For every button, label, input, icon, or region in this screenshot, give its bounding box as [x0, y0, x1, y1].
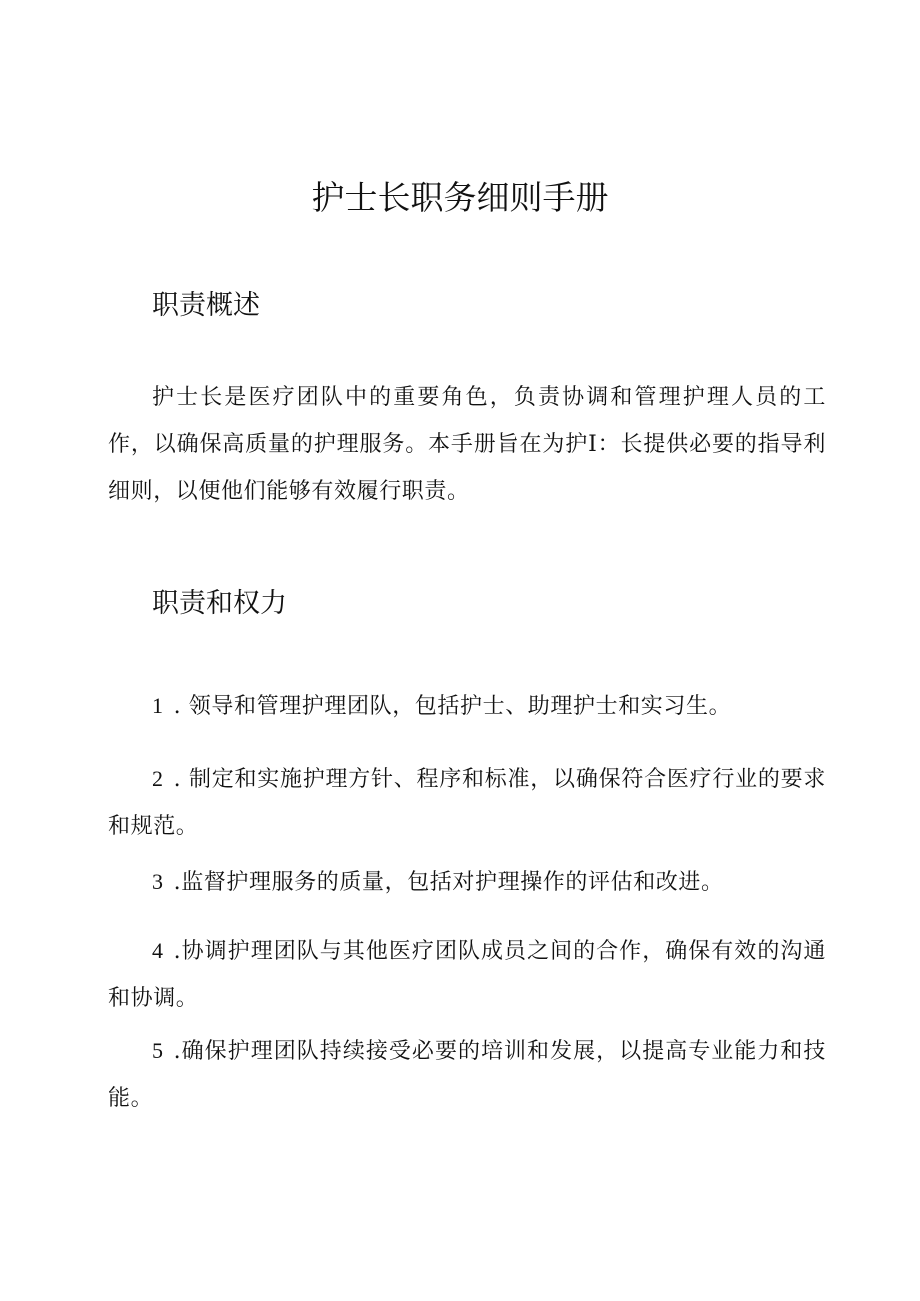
overview-paragraph: 护士长是医疗团队中的重要角色，负责协调和管理护理人员的工作，以确保高质量的护理服务。本手册旨在为护I：长提供必要的指导利细则，以便他们能够有效履行职责。 — [108, 385, 826, 504]
section-heading-overview: 职责概述 — [152, 290, 260, 321]
list-number: 3 — [152, 869, 164, 894]
list-item-2 — [108, 755, 826, 850]
section-heading-duties: 职责和权力 — [152, 588, 287, 619]
list-text: .确保护理团队持续接受必要的培训和发展，以提高专业能力和技能。 — [108, 1039, 826, 1111]
list-item-5 — [108, 1027, 826, 1122]
list-text: .监督护理服务的质量，包括对护理操作的评估和改进。 — [173, 870, 724, 895]
list-item-3 — [108, 858, 826, 906]
list-text: . 领导和管理护理团队，包括护士、助理护士和实习生。 — [173, 694, 732, 719]
list-number: 1 — [152, 693, 164, 718]
list-text: .协调护理团队与其他医疗团队成员之间的合作，确保有效的沟通和协调。 — [108, 939, 826, 1011]
list-item-4 — [108, 927, 826, 1022]
list-item-1 — [108, 682, 826, 730]
list-number: 2 — [152, 766, 164, 791]
document-title: 护士长职务细则手册 — [311, 178, 609, 217]
list-number: 4 — [152, 938, 164, 963]
list-number: 5 — [152, 1038, 164, 1063]
list-text: . 制定和实施护理方针、程序和标准，以确保符合医疗行业的要求和规范。 — [108, 767, 826, 839]
